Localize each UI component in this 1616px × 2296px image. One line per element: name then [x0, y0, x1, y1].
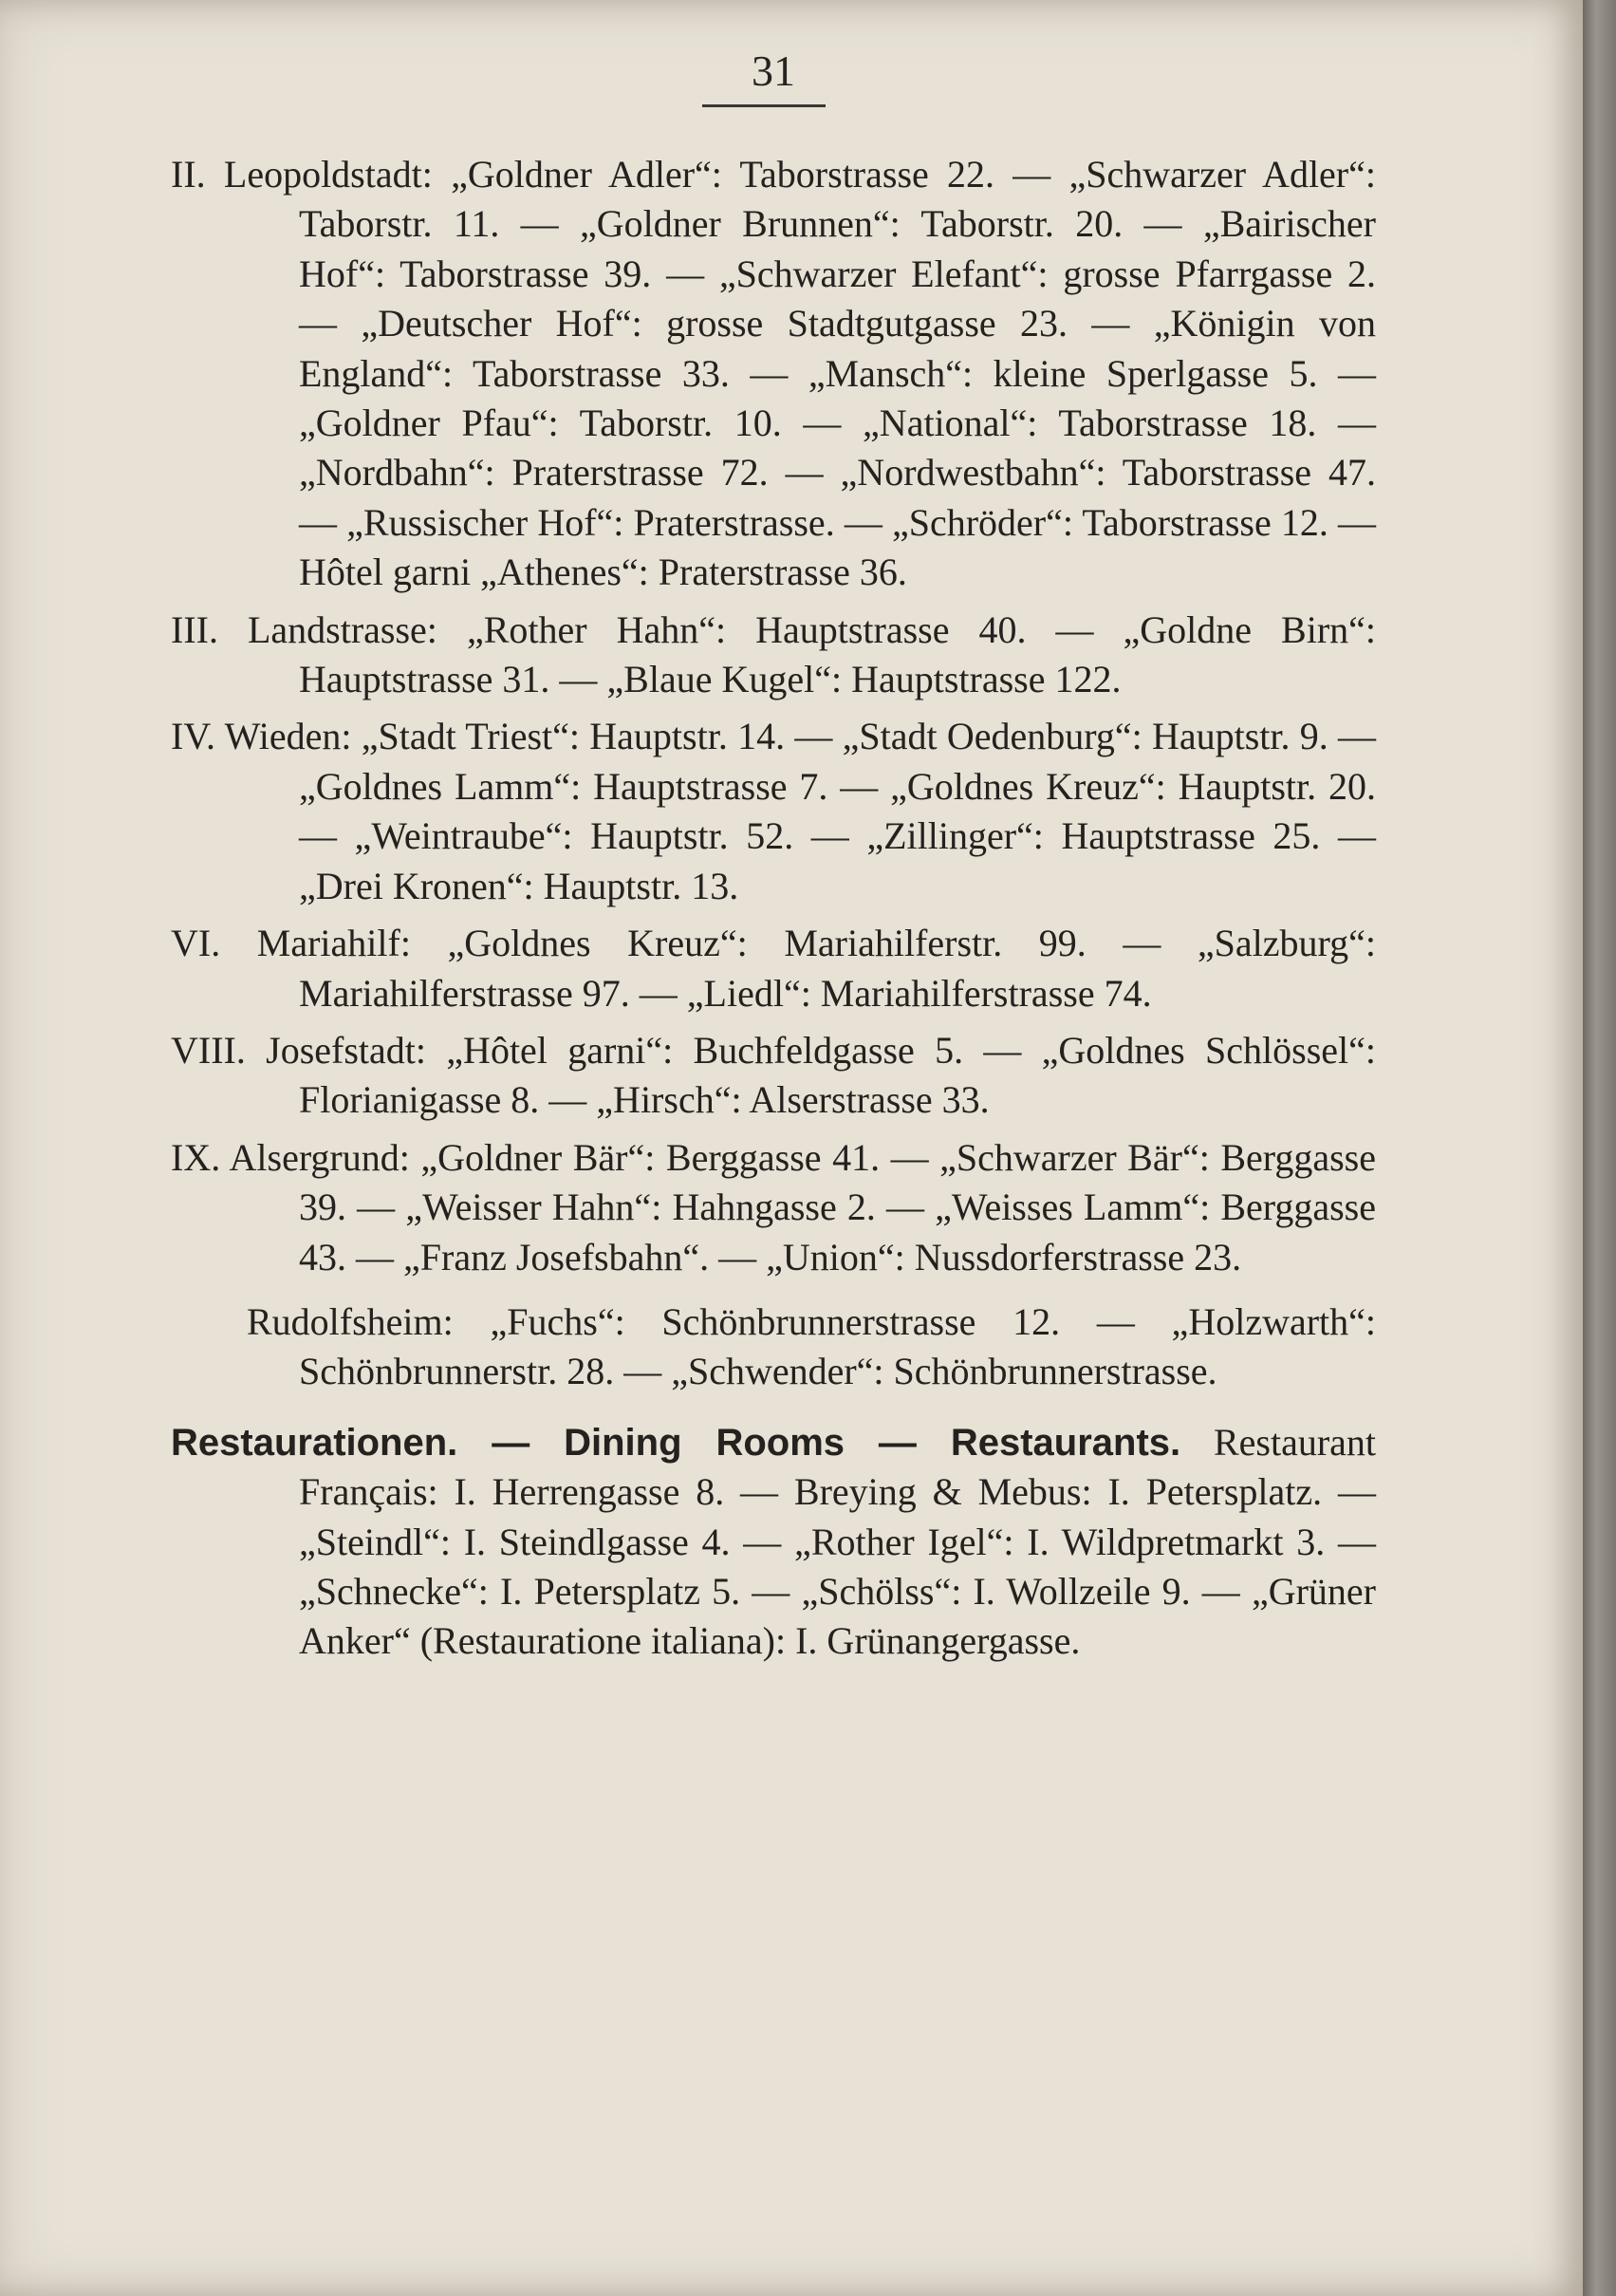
restaurants-text: Restaurant Français: I. Herrengasse 8. — Breying & Mebus: I. Petersplatz. — „Steindl“: I. Steindlgasse 4. — „Rother Igel“: I. Wildpretmarkt 3. — „Schnecke“: I. Petersplatz 5. — „Schölss“: I. Wollzeile 9. — „Grüner Anker“ (Restauratione italiana): I. Grünangergasse.: [299, 1420, 1377, 1663]
district-label: VIII. Josefstadt:: [171, 1028, 426, 1072]
entry-text: „Goldner Adler“: Taborstrasse 22. — „Schwarzer Adler“: Taborstr. 11. — „Goldner Brunnen“: Taborstr. 20. — „Bairischer Hof“: Taborstrasse 39. — „Schwarzer Elefant“: grosse Pfarrgasse 2. — „Deutscher Hof“: grosse Stadtgutgasse 23. — „Königin von England“: Taborstrasse 33. — „Mansch“: kleine Sperlgasse 5. — „Goldner Pfau“: Taborstr. 10. — „National“: Taborstrasse 18. — „Nordbahn“: Praterstrasse 72. — „Nordwestbahn“: Taborstrasse 47. — „Russischer Hof“: Praterstrasse. — „Schröder“: Taborstrasse 12. — Hôtel garni „Athenes“: Praterstrasse 36.: [299, 153, 1376, 594]
page-number: 31: [752, 47, 795, 95]
restaurants-heading: Restaurationen. — Dining Rooms — Restaurants.: [171, 1421, 1181, 1464]
district-label: II. Leopoldstadt:: [171, 153, 433, 196]
district-entry-rudolfsheim: [171, 1297, 1376, 1397]
district-entry-leopoldstadt: [171, 150, 1376, 598]
district-label: VI. Mariahilf:: [171, 922, 411, 965]
district-entry-wieden: [171, 712, 1376, 911]
hotel-listing: [171, 150, 1376, 1674]
district-entry-landstrasse: [171, 606, 1376, 705]
district-entry-alsergrund: [171, 1133, 1376, 1282]
entry-text: „Rother Hahn“: Hauptstrasse 40. — „Goldne Birn“: Hauptstrasse 31. — „Blaue Kugel“: Hauptstrasse 122.: [299, 607, 1377, 701]
entry-text: „Hôtel garni“: Buchfeldgasse 5. — „Goldnes Schlössel“: Florianigasse 8. — „Hirsch“: Alserstrasse 33.: [299, 1028, 1376, 1122]
restaurants-section: [171, 1418, 1376, 1667]
district-label: IX. Alsergrund:: [171, 1135, 410, 1179]
district-label: Rudolfsheim:: [247, 1299, 454, 1343]
entry-text: „Goldnes Kreuz“: Mariahilferstr. 99. — „Salzburg“: Mariahilferstrasse 97. — „Liedl“: Mariahilferstrasse 74.: [299, 922, 1377, 1015]
entry-text: „Stadt Triest“: Hauptstr. 14. — „Stadt Oedenburg“: Hauptstr. 9. — „Goldnes Lamm“: Hauptstrasse 7. — „Goldnes Kreuz“: Hauptstr. 20. — „Weintraube“: Hauptstr. 52. — „Zillinger“: Hauptstrasse 25. — „Drei Kronen“: Hauptstr. 13.: [299, 715, 1377, 907]
district-entry-mariahilf: [171, 919, 1376, 1018]
district-label: III. Landstrasse:: [171, 607, 437, 651]
entry-text: „Goldner Bär“: Berggasse 41. — „Schwarzer Bär“: Berggasse 39. — „Weisser Hahn“: Hahngasse 2. — „Weisses Lamm“: Berggasse 43. — „Franz Josefsbahn“. — „Union“: Nussdorferstrasse 23.: [299, 1135, 1376, 1279]
district-entry-josefstadt: [171, 1026, 1376, 1126]
district-label: IV. Wieden:: [171, 715, 352, 758]
entry-text: „Fuchs“: Schönbrunnerstrasse 12. — „Holzwarth“: Schönbrunnerstr. 28. — „Schwender“: Schönbrunnerstrasse.: [299, 1299, 1377, 1393]
book-gutter: [1583, 0, 1616, 2296]
page-number-rule: [702, 104, 826, 107]
